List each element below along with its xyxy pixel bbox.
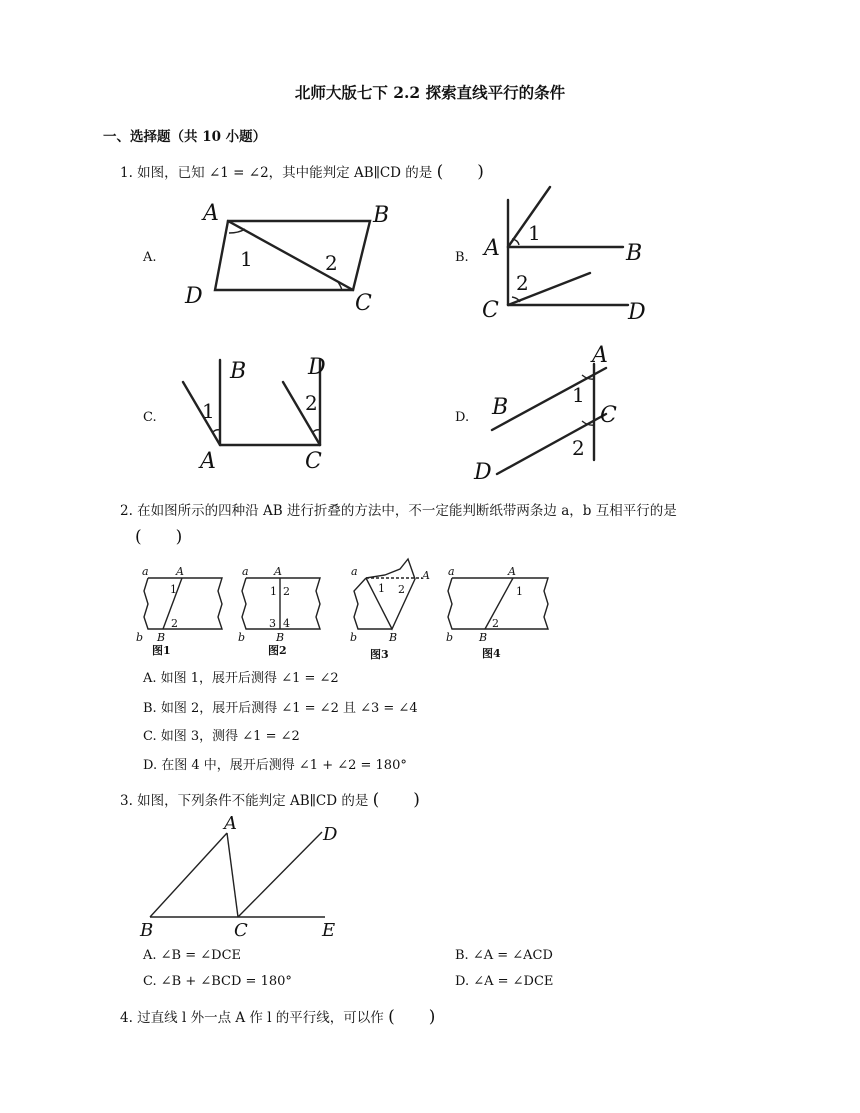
label-b: B: [230, 359, 247, 384]
label-b: B: [140, 920, 154, 941]
label-A: A: [422, 569, 430, 582]
q1-option-d-label: D.: [455, 410, 470, 425]
q3-option-b: B. ∠A = ∠ACD: [455, 948, 553, 963]
label-b: B: [373, 203, 390, 228]
caption-1: 图1: [152, 644, 171, 657]
label-a: a: [242, 565, 249, 578]
label-a: a: [351, 565, 358, 578]
caption-2: 图2: [268, 644, 287, 657]
label-2: 2: [492, 617, 499, 630]
q2-option-a: A. 如图 1，展开后测得 ∠1 = ∠2: [143, 671, 339, 686]
label-d: D: [323, 824, 338, 845]
label-1: 1: [516, 585, 523, 598]
label-1: 1: [378, 582, 385, 595]
question-2-text: 2. 在如图所示的四种沿 AB 进行折叠的方法中，不一定能判断纸带两条边 a，b 互相平行的是: [120, 503, 677, 519]
segment-ac: [227, 833, 238, 917]
q1-option-a-label: A.: [143, 250, 157, 265]
label-d: D: [185, 284, 203, 309]
label-d: D: [308, 355, 326, 380]
label-A: A: [176, 565, 184, 578]
q3-option-a: A. ∠B = ∠DCE: [143, 948, 242, 963]
label-2: 2: [325, 251, 338, 275]
question-1-text: [120, 157, 484, 182]
label-2: 2: [305, 391, 318, 415]
label-a: A: [592, 343, 608, 368]
q2-figure-4: [446, 565, 548, 660]
label-c: C: [355, 291, 372, 316]
label-1: 1: [240, 247, 253, 271]
label-B: B: [276, 631, 285, 644]
angle-1-arc: [229, 229, 245, 233]
answer-blank: ( ): [135, 527, 183, 547]
label-4: 4: [283, 617, 290, 630]
label-a: A: [203, 201, 219, 226]
caption-4: 图4: [482, 647, 501, 660]
label-b: b: [446, 631, 454, 644]
question-3-stem: 3. 如图，下列条件不能判定 AB∥CD 的是: [120, 793, 369, 809]
label-b: b: [350, 631, 358, 644]
angle-1-arc: [512, 239, 519, 245]
q2-option-c: C. 如图 3，测得 ∠1 = ∠2: [143, 729, 300, 744]
q2-option-b: B. 如图 2，展开后测得 ∠1 = ∠2 且 ∠3 = ∠4: [143, 701, 418, 716]
label-a: A: [200, 449, 216, 474]
q3-option-c: C. ∠B + ∠BCD = 180°: [143, 974, 292, 989]
label-b: b: [136, 631, 144, 644]
label-b: b: [238, 631, 246, 644]
question-1-stem: 1. 如图，已知 ∠1 = ∠2，其中能判定 AB∥CD 的是: [120, 165, 433, 181]
label-1: 1: [528, 221, 541, 245]
label-d: D: [628, 300, 646, 325]
segment-ba: [150, 833, 227, 917]
answer-blank: ( ): [436, 162, 484, 182]
q3-figure: [130, 810, 350, 940]
question-4-text: [120, 1002, 435, 1027]
label-1: 1: [270, 585, 277, 598]
line-ab: [492, 368, 606, 430]
q3-option-d: D. ∠A = ∠DCE: [455, 974, 554, 989]
q1-figure-b: [478, 185, 658, 325]
label-c: C: [305, 449, 322, 474]
label-2: 2: [171, 617, 178, 630]
label-B: B: [389, 631, 398, 644]
q1-option-b-label: B.: [455, 250, 469, 265]
label-1: 1: [572, 383, 585, 407]
label-A: A: [274, 565, 282, 578]
question-4-stem: 4. 过直线 l 外一点 A 作 l 的平行线，可以作: [120, 1010, 384, 1026]
label-1: 1: [170, 583, 177, 596]
q1-figure-d: [472, 342, 642, 487]
label-2: 2: [398, 583, 405, 596]
label-d: D: [474, 460, 492, 485]
label-a: a: [448, 565, 455, 578]
label-2: 2: [516, 271, 529, 295]
line-cd: [497, 414, 606, 474]
label-3: 3: [269, 617, 276, 630]
answer-blank: ( ): [372, 790, 420, 810]
section-heading: 一、选择题（共 10 小题）: [103, 129, 267, 145]
label-b: B: [626, 241, 643, 266]
q2-option-d: D. 在图 4 中，展开后测得 ∠1 + ∠2 = 180°: [143, 758, 407, 773]
answer-blank: ( ): [388, 1007, 436, 1027]
label-a: a: [142, 565, 149, 578]
q1-figure-c: [175, 350, 345, 475]
label-B: B: [157, 631, 166, 644]
label-c: C: [234, 920, 248, 941]
q2-figure-2: [238, 565, 320, 657]
label-a: A: [484, 236, 500, 261]
q1-option-c-label: C.: [143, 410, 157, 425]
label-2: 2: [572, 436, 585, 460]
ray-cd: [238, 832, 322, 917]
question-3-text: [120, 785, 420, 810]
label-b: B: [492, 395, 509, 420]
label-e: E: [322, 920, 336, 941]
label-c: C: [600, 403, 617, 428]
label-B: B: [479, 631, 488, 644]
label-A: A: [508, 565, 516, 578]
page-title: 北师大版七下 2.2 探索直线平行的条件: [294, 83, 566, 102]
label-a: A: [224, 813, 237, 834]
q2-figure-3: [350, 559, 430, 661]
q2-figure-1: [136, 565, 222, 657]
label-c: C: [482, 298, 499, 323]
q1-figure-a: [175, 195, 405, 320]
label-1: 1: [202, 399, 215, 423]
q2-figures: [130, 555, 560, 663]
caption-3: 图3: [370, 648, 389, 661]
label-2: 2: [283, 585, 290, 598]
